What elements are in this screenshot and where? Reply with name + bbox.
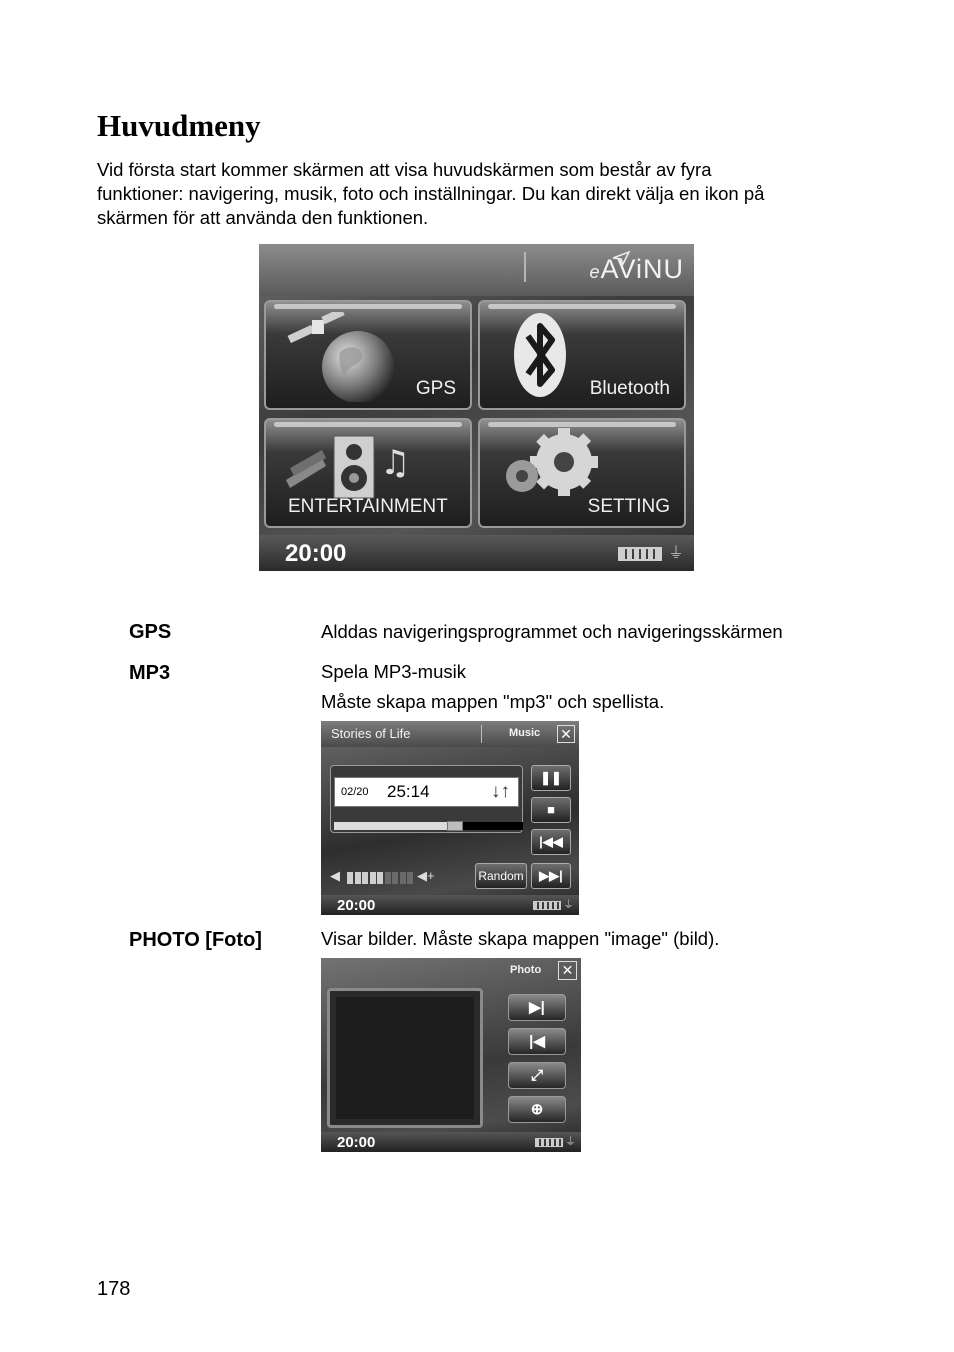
page-heading: Huvudmeny xyxy=(97,108,261,143)
volume-segment xyxy=(370,872,376,884)
previous-button[interactable] xyxy=(531,829,571,855)
photo-status-bar xyxy=(321,1132,581,1152)
entertainment-tile[interactable] xyxy=(264,418,472,528)
clock: 20:00 xyxy=(337,1134,376,1151)
fullscreen-icon: ⤢ xyxy=(530,1067,543,1084)
pause-icon: ❚❚ xyxy=(540,770,562,785)
music-player-screenshot xyxy=(321,721,579,915)
bluetooth-tile[interactable] xyxy=(478,300,686,410)
stop-button[interactable] xyxy=(531,797,571,823)
menu-header xyxy=(259,244,694,296)
track-display xyxy=(334,777,519,807)
tile-label-setting: SETTING xyxy=(587,496,670,517)
volume-segment xyxy=(385,872,391,884)
close-icon[interactable]: ✕ xyxy=(557,725,575,743)
intro-paragraph xyxy=(97,158,867,230)
plug-icon: ⏚ xyxy=(563,899,574,911)
tile-label-gps: GPS xyxy=(415,378,456,399)
plug-icon: ⏚ xyxy=(565,1136,576,1148)
previous-image-button[interactable] xyxy=(508,1028,566,1055)
volume-up-icon[interactable]: ◀+ xyxy=(417,868,435,883)
battery-icon xyxy=(533,901,561,910)
volume-segment xyxy=(400,872,406,884)
gps-tile[interactable] xyxy=(264,300,472,410)
next-button[interactable] xyxy=(531,863,571,889)
progress-thumb[interactable] xyxy=(447,821,463,831)
previous-track-icon: |◀◀ xyxy=(539,834,563,849)
next-image-button[interactable] xyxy=(508,994,566,1021)
svg-text:♫: ♫ xyxy=(380,443,411,483)
sort-arrows-icon[interactable]: ↓↑ xyxy=(491,781,510,802)
stop-icon: ■ xyxy=(547,802,555,817)
clock: 20:00 xyxy=(285,540,347,567)
menu-status-bar xyxy=(259,535,694,571)
photo-viewer-screenshot xyxy=(321,958,581,1152)
desc-mp3-line2: Måste skapa mappen "mp3" och spellista. xyxy=(321,691,665,712)
term-gps: GPS xyxy=(129,621,172,643)
header-divider xyxy=(524,252,526,282)
progress-bar[interactable] xyxy=(334,822,523,830)
brand-logo xyxy=(589,254,684,285)
pause-button[interactable] xyxy=(531,765,571,791)
globe-satellite-icon xyxy=(278,312,398,402)
track-time: 25:14 xyxy=(387,782,430,801)
clock: 20:00 xyxy=(337,897,376,914)
volume-segment xyxy=(355,872,361,884)
progress-fill xyxy=(334,822,455,830)
page-number: 178 xyxy=(97,1278,131,1300)
plug-icon: ⏚ xyxy=(667,545,684,562)
song-title: Stories of Life xyxy=(331,726,411,741)
intro-line: Vid första start kommer skärmen att visa huvudskärmen som består av fyra xyxy=(97,159,712,180)
gears-icon xyxy=(494,426,604,506)
playback-panel xyxy=(330,765,523,833)
battery-icon xyxy=(618,547,662,561)
zoom-in-icon: ⊕ xyxy=(530,1101,544,1118)
volume-segment xyxy=(377,872,383,884)
volume-segment xyxy=(347,872,353,884)
image-preview xyxy=(336,997,474,1119)
image-frame xyxy=(327,988,483,1128)
close-icon[interactable]: ✕ xyxy=(558,961,577,980)
setting-tile[interactable] xyxy=(478,418,686,528)
bluetooth-icon xyxy=(510,310,570,400)
photo-app-label: Photo xyxy=(510,964,542,976)
desc-gps: Alddas navigeringsprogrammet och navigeringsskärmen xyxy=(321,621,783,642)
tile-label-entertainment: ENTERTAINMENT xyxy=(288,496,448,517)
desc-mp3-line1: Spela MP3-musik xyxy=(321,661,466,682)
next-image-icon: ▶| xyxy=(529,999,545,1016)
music-app-label: Music xyxy=(509,727,541,739)
volume-segment xyxy=(392,872,398,884)
tile-label-bluetooth: Bluetooth xyxy=(589,378,670,399)
next-track-icon: ▶▶| xyxy=(539,868,563,883)
intro-line: skärmen för att använda den funktionen. xyxy=(97,207,429,228)
volume-segment xyxy=(407,872,413,884)
intro-line: funktioner: navigering, musik, foto och inställningar. Du kan direkt välja en ikon på xyxy=(97,183,765,204)
battery-icon xyxy=(535,1138,563,1147)
term-photo: PHOTO [Foto] xyxy=(129,929,262,951)
term-mp3: MP3 xyxy=(129,662,171,684)
logo-arrow-icon xyxy=(611,250,631,266)
volume-down-icon[interactable]: ◀ xyxy=(330,868,340,883)
fullscreen-button[interactable] xyxy=(508,1062,566,1089)
volume-bar[interactable] xyxy=(347,872,415,884)
music-header xyxy=(321,721,579,747)
zoom-in-button[interactable] xyxy=(508,1096,566,1123)
previous-image-icon: |◀ xyxy=(529,1033,545,1050)
random-button[interactable]: Random xyxy=(475,863,527,889)
main-menu-screenshot xyxy=(259,244,694,571)
speaker-film-icon xyxy=(282,428,432,500)
music-status-bar xyxy=(321,895,579,915)
track-number: 02/20 xyxy=(341,786,369,798)
brand-prefix: e xyxy=(589,262,601,282)
brand-name: AViNU xyxy=(600,254,684,284)
volume-segment xyxy=(362,872,368,884)
header-divider xyxy=(481,725,482,743)
desc-photo: Visar bilder. Måste skapa mappen "image" (bild). xyxy=(321,928,720,949)
